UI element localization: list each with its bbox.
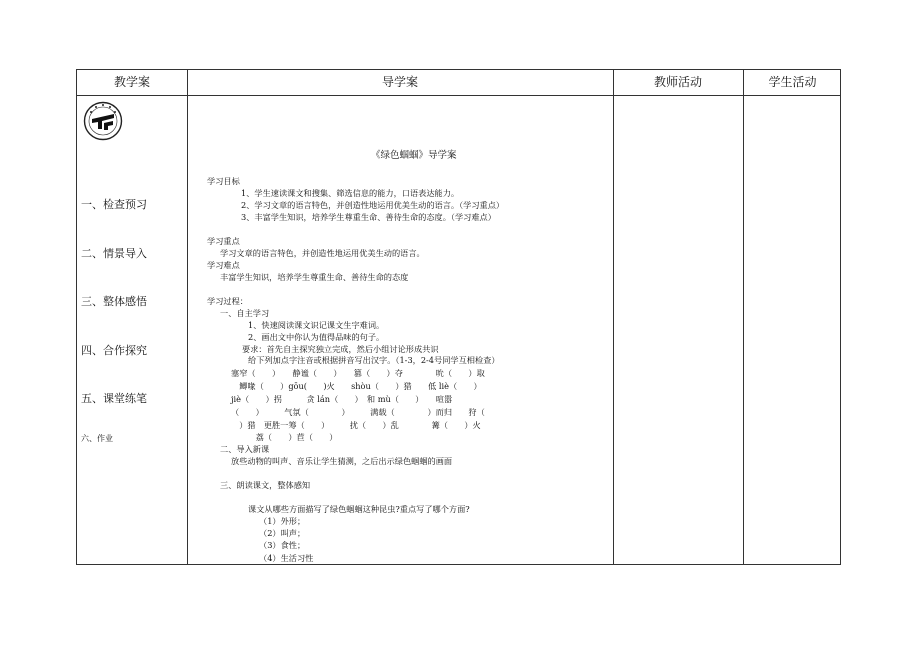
requirement-text: 要求：首先自主探究独立完成，然后小组讨论形成共识 (242, 344, 439, 354)
section-new-lesson: 二、导入新课 (220, 444, 270, 454)
question-text: 课文从哪些方面描写了绿色蝈蝈这种昆虫?重点写了哪个方面? (248, 504, 470, 514)
header-lesson-plan: 教学案 (113, 75, 150, 89)
difficult-text: 丰富学生知识，培养学生尊重生命、善待生命的态度 (220, 272, 409, 282)
col-divider (743, 70, 744, 564)
self-study-item: 1、快速阅读课文识记课文生字难词。 (248, 320, 385, 330)
step-cooperative-inquiry: 四、合作探究 (81, 344, 147, 357)
step-check-preview: 一、检查预习 (81, 198, 147, 211)
header-student: 学生活动 (768, 75, 817, 89)
col-divider (187, 70, 188, 564)
doc-title: 《绿色蝈蝈》导学案 (371, 150, 457, 161)
pinyin-row: （ ） 气氛（ ） 满载（ ）而归 狩（ (231, 407, 485, 417)
step-homework: 六、作业 (81, 434, 113, 443)
requirement-text: 给下列加点字注音或根据拼音写出汉字。（1-3，2-4号同学互相检查） (248, 355, 500, 365)
step-class-writing: 五、课堂练笔 (81, 392, 147, 405)
goals-heading: 学习目标 (207, 176, 240, 186)
answer-item: （4）生活习性 (259, 553, 314, 563)
new-lesson-text: 放些动物的叫声、音乐让学生猜测，之后出示绿色蝈蝈的画面 (231, 456, 453, 466)
goal-item: 1、学生速读课文和搜集、筛选信息的能力，口语表达能力。 (241, 188, 460, 198)
key-heading: 学习重点 (207, 236, 240, 246)
pinyin-row: ）猎 更胜一筹（ ） 扰（ ）乱 篝（ ）火 (231, 420, 481, 430)
answer-item: （3）食性； (259, 540, 306, 550)
pinyin-row: 荔（ ）苣（ ） (231, 432, 338, 442)
goal-item: 3、丰富学生知识，培养学生尊重生命、善待生命的态度。（学习难点） (241, 212, 496, 222)
step-scene-intro: 二、情景导入 (81, 247, 147, 260)
goal-item: 2、学习文章的语言特色，并创造性地运用优美生动的语言。（学习重点） (241, 200, 505, 210)
pinyin-row: jiè（ ）拐 贪 lán（ ） 和 mù（ ） 喧嚣 (231, 394, 453, 404)
difficult-heading: 学习难点 (207, 260, 240, 270)
self-study-item: 2、画出文中你认为值得品味的句子。 (248, 332, 385, 342)
answer-item: （1）外形； (259, 516, 306, 526)
process-heading: 学习过程： (207, 296, 248, 306)
step-overall-perception: 三、整体感悟 (81, 295, 147, 308)
lesson-plan-table (76, 69, 841, 565)
col-divider (613, 70, 614, 564)
header-teacher: 教师活动 (653, 75, 702, 89)
answer-item: （2）叫声； (259, 528, 306, 538)
section-self-study: 一、自主学习 (220, 308, 270, 318)
key-text: 学习文章的语言特色，并创造性地运用优美生动的语言。 (220, 248, 425, 258)
section-reading: 三、朗读课文，整体感知 (220, 480, 311, 490)
pinyin-row: 塞窄（ ） 静谧（ ） 篡（ ）夺 吮（ ）取 (231, 368, 485, 378)
pinyin-row: 鲫喙（ ）gōu( )火 shòu（ ）猎 低 liè（ ） (231, 381, 482, 391)
school-logo-icon (83, 101, 123, 141)
header-guide: 导学案 (381, 75, 418, 89)
header-divider (77, 95, 840, 96)
